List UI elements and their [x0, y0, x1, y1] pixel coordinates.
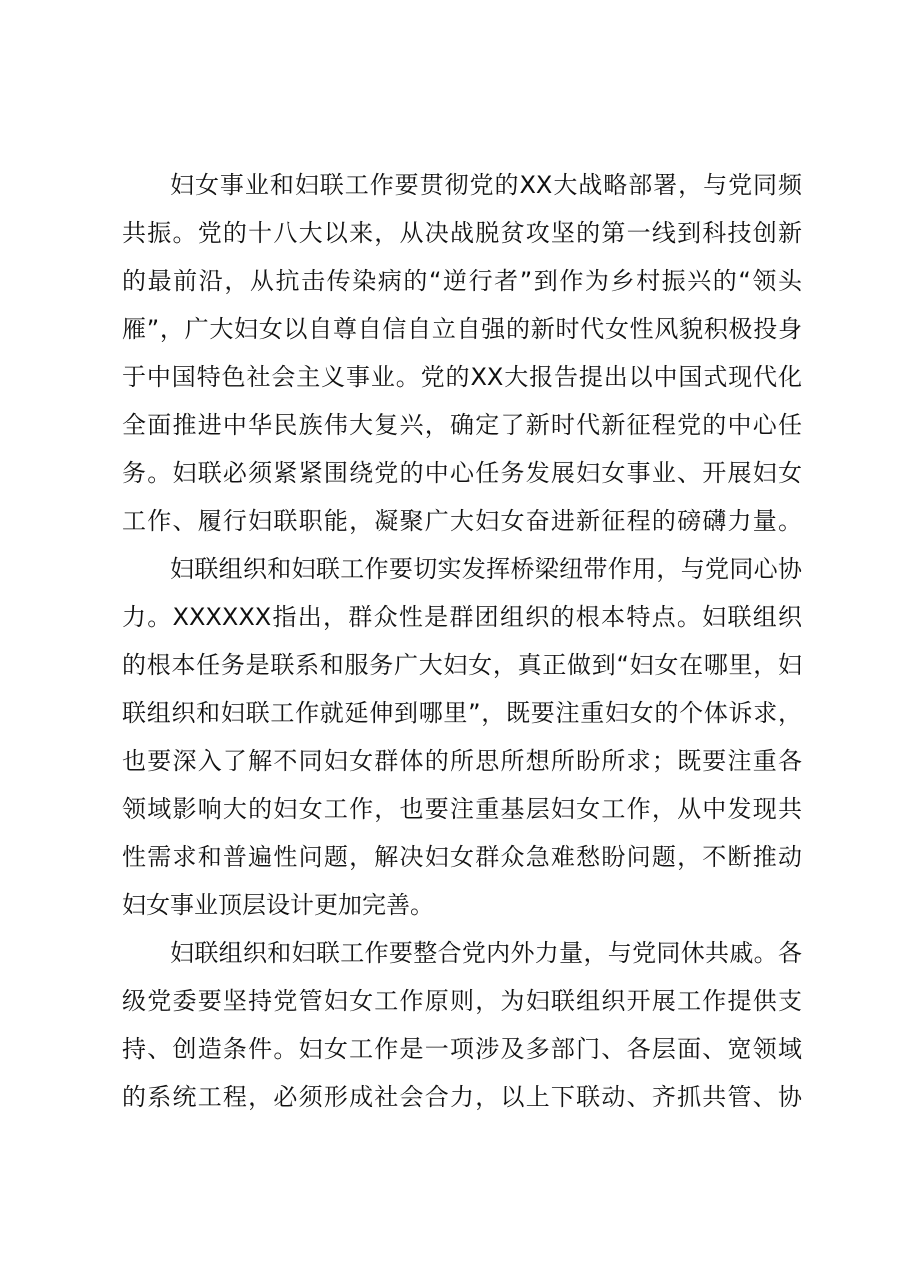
paragraph-line: 妇女事业和妇联工作要贯彻党的XX大战略部署，与党同频 — [170, 171, 802, 199]
paragraph-line: 联组织和妇联工作就延伸到哪里”，既要注重妇女的个体诉求， — [122, 699, 802, 727]
paragraph-line: 务。妇联必须紧紧围绕党的中心任务发展妇女事业、开展妇女 — [122, 459, 802, 487]
document-body — [122, 161, 802, 1121]
paragraph-line: 的最前沿，从抗击传染病的“逆行者”到作为乡村振兴的“领头 — [122, 267, 802, 295]
paragraph-3 — [122, 929, 802, 1121]
paragraph-line: 妇联组织和妇联工作要整合党内外力量，与党同休共戚。各 — [170, 939, 802, 967]
paragraph-1 — [122, 161, 802, 545]
paragraph-line: 持、创造条件。妇女工作是一项涉及多部门、各层面、宽领域 — [122, 1035, 802, 1063]
paragraph-line: 妇联组织和妇联工作要切实发挥桥梁纽带作用，与党同心协 — [170, 555, 802, 583]
paragraph-line: 的根本任务是联系和服务广大妇女，真正做到“妇女在哪里，妇 — [122, 651, 802, 679]
paragraph-line: 共振。党的十八大以来，从决战脱贫攻坚的第一线到科技创新 — [122, 219, 802, 247]
paragraph-line: 工作、履行妇联职能，凝聚广大妇女奋进新征程的磅礴力量。 — [122, 507, 802, 535]
paragraph-line: 全面推进中华民族伟大复兴，确定了新时代新征程党的中心任 — [122, 411, 802, 439]
paragraph-line: 级党委要坚持党管妇女工作原则，为妇联组织开展工作提供支 — [122, 987, 802, 1015]
paragraph-line: 领域影响大的妇女工作，也要注重基层妇女工作，从中发现共 — [122, 795, 802, 823]
paragraph-line: 也要深入了解不同妇女群体的所思所想所盼所求；既要注重各 — [122, 747, 802, 775]
paragraph-line: 妇女事业顶层设计更加完善。 — [122, 891, 434, 919]
paragraph-line: 雁”，广大妇女以自尊自信自立自强的新时代女性风貌积极投身 — [122, 315, 802, 343]
paragraph-2 — [122, 545, 802, 929]
paragraph-line: 力。XXXXXX指出，群众性是群团组织的根本特点。妇联组织 — [122, 603, 802, 631]
paragraph-line: 于中国特色社会主义事业。党的XX大报告提出以中国式现代化 — [122, 363, 802, 391]
paragraph-line: 的系统工程，必须形成社会合力，以上下联动、齐抓共管、协 — [122, 1083, 802, 1111]
paragraph-line: 性需求和普遍性问题，解决妇女群众急难愁盼问题，不断推动 — [122, 843, 802, 871]
